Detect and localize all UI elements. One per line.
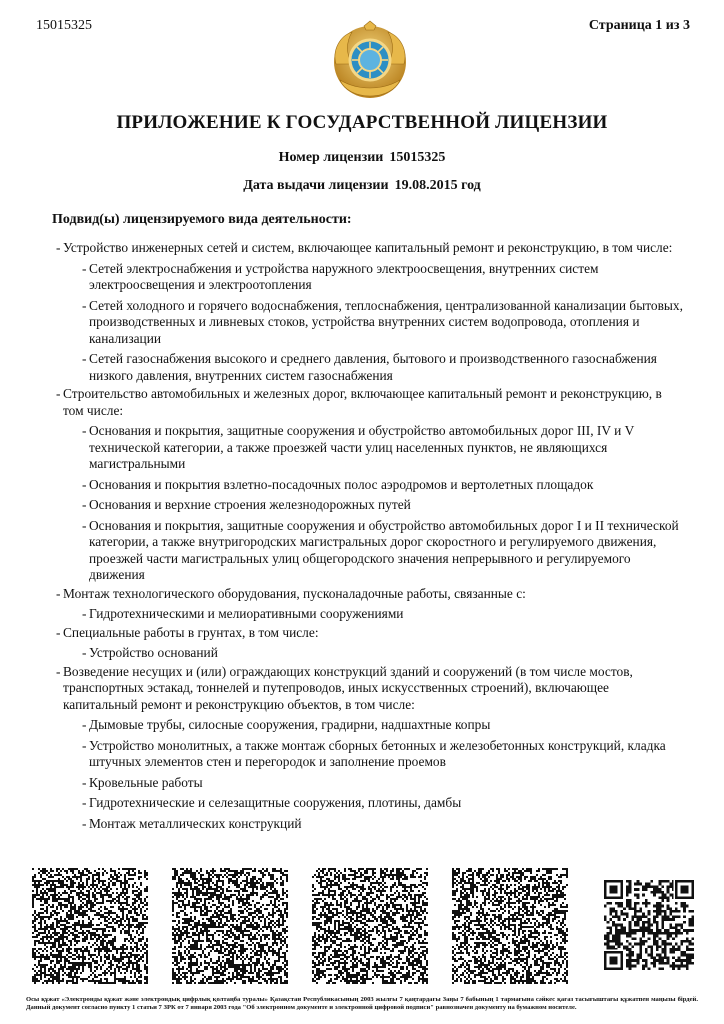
activity-text: Основания и покрытия, защитные сооружения и обустройство автомобильных дорог III, IV и V технической категории, а также проезжей части улиц населенных пунктов, не являющихся магистральными [89,423,635,471]
activity-subitem [0,795,724,812]
activity-item [0,386,724,419]
list-dash: - [82,260,87,276]
license-number-label: Номер лицензии [278,150,384,165]
list-dash: - [82,774,87,790]
activity-text: Монтаж металлических конструкций [89,815,302,831]
list-dash: - [56,624,61,640]
activity-subitem [0,738,724,771]
activity-text: Устройство оснований [89,645,218,660]
list-dash: - [56,663,61,679]
list-dash: - [82,606,87,621]
activity-subitem [0,775,724,792]
activity-subitem [0,816,724,833]
list-dash: - [82,297,87,313]
qr-code-1 [32,868,148,984]
list-dash: - [82,351,87,366]
activity-subitem [0,261,724,294]
activity-subitem [0,477,724,494]
qr-code-3 [312,868,428,984]
activity-text: Возведение несущих и (или) ограждающих конструкций зданий и сооружений (в том числе мостов, транспортных эстакад, тоннелей и путепроводов, иных искусственных строений), включающее капитальный ремонт и реконструкцию объектов, в том числе: [63,663,633,712]
issue-date-row [0,178,724,194]
main-title: ПРИЛОЖЕНИЕ К ГОСУДАРСТВЕННОЙ ЛИЦЕНЗИИ [116,112,608,133]
list-dash: - [56,585,61,601]
page-indicator: Страница 1 из 3 [588,18,690,33]
license-number-row [0,150,724,166]
activity-text: Специальные работы в грунтах, в том числе: [63,624,319,640]
activity-list [0,240,724,834]
list-dash: - [82,795,87,810]
license-number-value: 15015325 [389,150,446,165]
activity-subitem [0,423,724,473]
activity-item [0,625,724,642]
activity-text: Сетей газоснабжения высокого и среднего давления, бытового и производственного газоснабжения низкого давления, внутренних систем газоснабжения [89,351,657,383]
list-dash: - [82,517,87,533]
state-emblem-icon [330,20,410,100]
issue-date-label: Дата выдачи лицензии [243,178,389,193]
activity-text: Гидротехнические и селезащитные сооружения, плотины, дамбы [89,795,462,810]
activity-text: Гидротехническими и мелиоративными сооружениями [89,606,404,621]
qr-code-2 [172,868,288,984]
list-dash: - [82,423,87,438]
activity-text: Монтаж технологического оборудования, пусконаладочные работы, связанные с: [63,585,526,601]
qr-code-strip [0,864,724,984]
qr-code-4 [452,868,568,984]
list-dash: - [56,240,61,255]
footer-legal-note: Осы құжат «Электронды құжат және электрондық цифрлық қолтаңба туралы» Қазақстан Республикасының 2003 жылғы 7 қаңтардағы Заңы 7 бабының 1 тармағына сәйкес қағаз тасығыштағы құжатпен маңызы бірдей. Данный документ согласно пункту 1 статьи 7 ЗРК от 7 января 2003 года "Об электронном документе и электронной цифровой подписи" равнозначен документу на бумажном носителе. [26,996,698,1011]
activity-text: Сетей холодного и горячего водоснабжения, теплоснабжения, централизованной канализации бытовых, производственных и ливневых стоков, устройства внутренних систем водопровода, отопления и канализации [89,297,683,346]
activity-subitem [0,518,724,584]
activity-subitem [0,351,724,384]
activity-subitem [0,298,724,348]
activity-item [0,664,724,714]
qr-code-5 [604,880,694,970]
activity-text: Основания и верхние строения железнодорожных путей [89,497,411,512]
list-dash: - [82,737,87,753]
list-dash: - [56,386,61,401]
activity-text: Устройство инженерных сетей и систем, включающее капитальный ремонт и реконструкцию, в том числе: [63,240,673,255]
activity-item [0,586,724,603]
list-dash: - [82,476,87,492]
activity-text: Основания и покрытия взлетно-посадочных полос аэродромов и вертолетных площадок [89,476,594,492]
list-dash: - [82,645,87,660]
activity-text: Устройство монолитных, а также монтаж сборных бетонных и железобетонных конструкций, кладка штучных элементов стен и перегородок и заполнение проемов [89,737,666,769]
list-dash: - [82,717,87,732]
list-dash: - [82,815,87,831]
activity-subitem [0,606,724,623]
document-number: 15015325 [36,18,92,33]
activity-subitem [0,717,724,734]
activity-subitem [0,645,724,662]
activity-subitem [0,497,724,514]
list-dash: - [82,497,87,512]
issue-date-value: 19.08.2015 год [394,178,481,193]
section-heading: Подвид(ы) лицензируемого вида деятельности: [52,212,352,227]
activity-text: Строительство автомобильных и железных дорог, включающее капитальный ремонт и реконструкцию, в том числе: [63,386,662,418]
activity-text: Основания и покрытия, защитные сооружения и обустройство автомобильных дорог I и II технической категории, а также внутригородских магистральных дорог скоростного и регулируемого движения, проезжей части магистральных улиц общегородского значения непрерывного и регулируемого движения [89,517,679,582]
activity-text: Дымовые трубы, силосные сооружения, градирни, надшахтные копры [89,717,491,732]
activity-item [0,240,724,257]
activity-text: Сетей электроснабжения и устройства наружного электроосвещения, внутренних систем электроосвещения и электроотопления [89,260,599,292]
activity-text: Кровельные работы [89,774,203,790]
